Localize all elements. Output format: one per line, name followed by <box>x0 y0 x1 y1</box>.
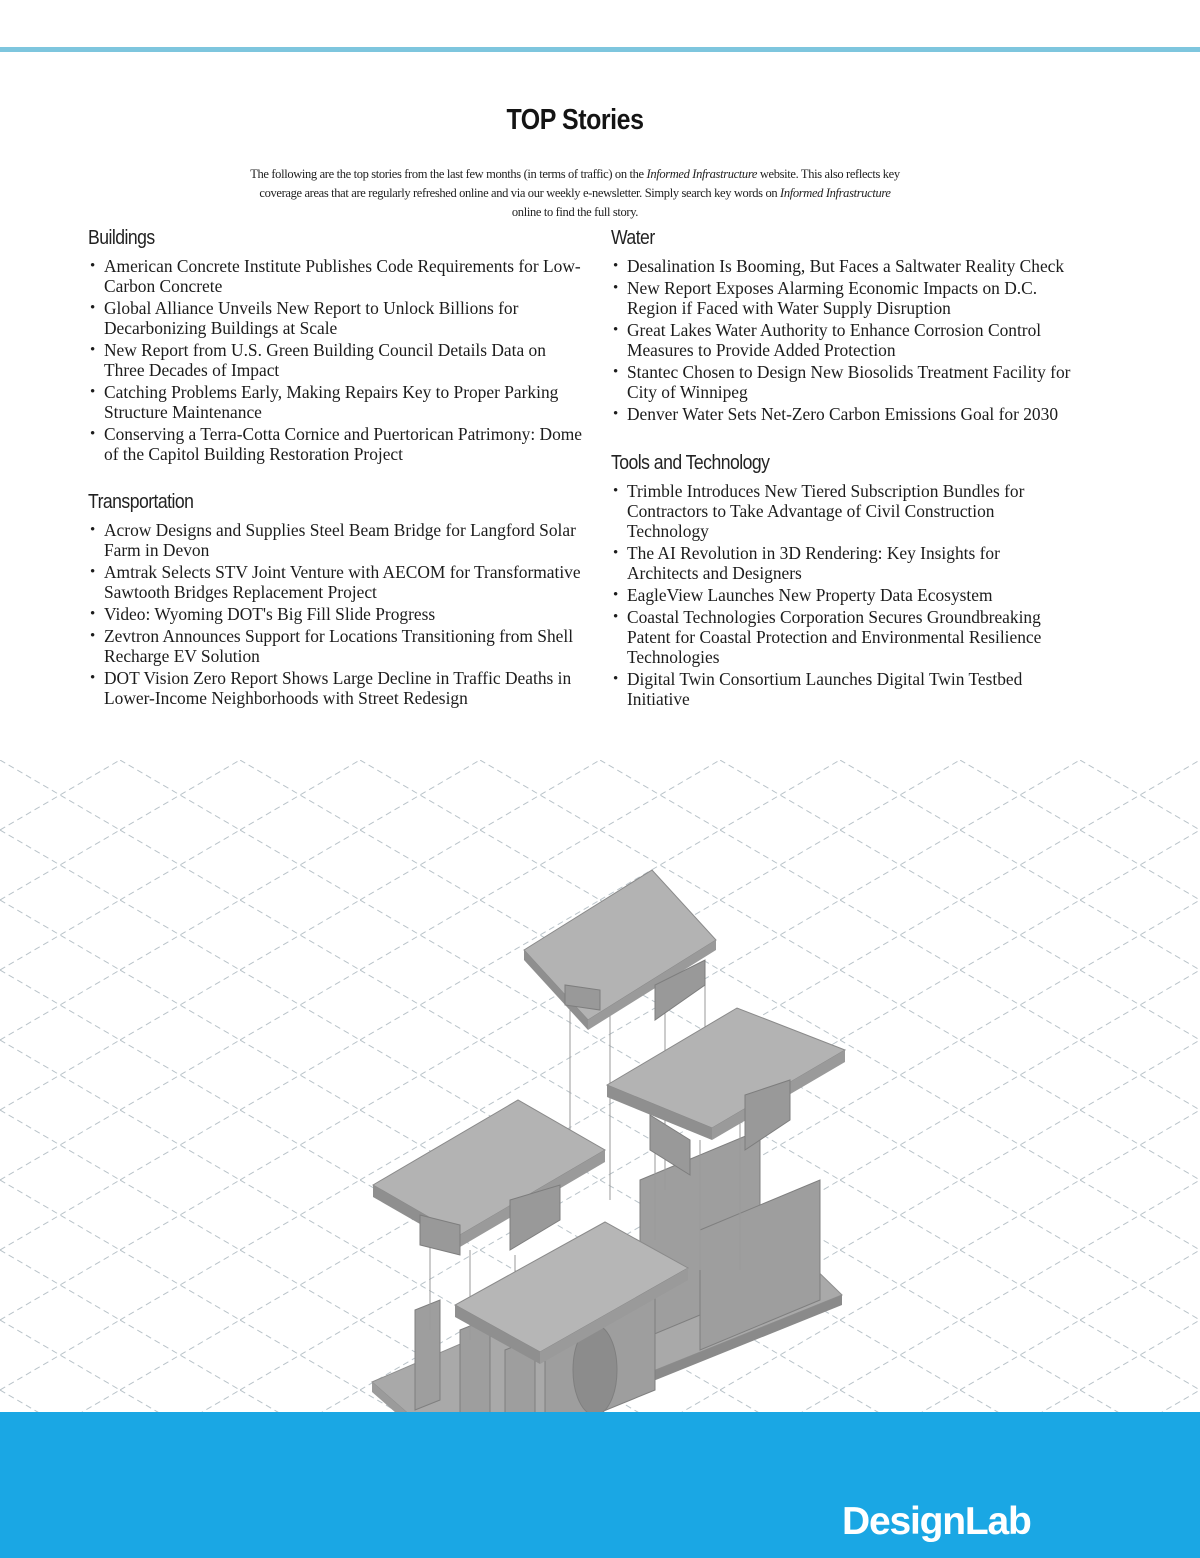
story-list <box>88 520 588 708</box>
story-link[interactable]: • Trimble Introduces New Tiered Subscription Bundles for Contractors to Take Advantage of Civil Construction Technology <box>611 481 1071 541</box>
section-tools-and-technology <box>611 452 1071 711</box>
story-link[interactable]: • New Report Exposes Alarming Economic Impacts on D.C. Region if Faced with Water Supply Disruption <box>611 278 1091 318</box>
section-buildings <box>88 227 588 466</box>
section-water <box>611 227 1091 426</box>
story-link[interactable]: • Global Alliance Unveils New Report to Unlock Billions for Decarbonizing Buildings at Scale <box>88 298 588 338</box>
story-link[interactable]: • Video: Wyoming DOT's Big Fill Slide Progress <box>88 604 588 624</box>
story-link[interactable]: • Amtrak Selects STV Joint Venture with AECOM for Transformative Sawtooth Bridges Replacement Project <box>88 562 588 602</box>
story-link[interactable]: • The AI Revolution in 3D Rendering: Key Insights for Architects and Designers <box>611 543 1071 583</box>
story-link[interactable]: • Zevtron Announces Support for Locations Transitioning from Shell Recharge EV Solution <box>88 626 588 666</box>
section-heading: Water <box>611 227 655 249</box>
intro-paragraph <box>250 165 900 222</box>
story-list <box>88 256 588 464</box>
story-link[interactable]: • DOT Vision Zero Report Shows Large Decline in Traffic Deaths in Lower-Income Neighborhoods with Street Redesign <box>88 668 588 708</box>
intro-text-2: website. This also reflects key coverage areas that are regularly refreshed online and via our weekly e-newsletter. Simply search key words on <box>259 166 900 200</box>
intro-text-1: The following are the top stories from the last few months (in terms of traffic) on the <box>250 166 647 181</box>
designlab-logo: DesignLab <box>842 1500 1031 1543</box>
story-link[interactable]: • Denver Water Sets Net-Zero Carbon Emissions Goal for 2030 <box>611 404 1091 424</box>
story-link[interactable]: • EagleView Launches New Property Data Ecosystem <box>611 585 1071 605</box>
modular-concrete-structure-illustration <box>0 740 1200 1460</box>
publication-name: Informed Infrastructure <box>780 185 891 200</box>
story-link[interactable]: • Acrow Designs and Supplies Steel Beam Bridge for Langford Solar Farm in Devon <box>88 520 588 560</box>
story-list <box>611 256 1091 424</box>
story-link[interactable]: • Desalination Is Booming, But Faces a Saltwater Reality Check <box>611 256 1091 276</box>
story-link[interactable]: • New Report from U.S. Green Building Council Details Data on Three Decades of Impact <box>88 340 588 380</box>
intro-text-3: online to find the full story. <box>511 204 639 219</box>
story-link[interactable]: • American Concrete Institute Publishes Code Requirements for Low-Carbon Concrete <box>88 256 588 296</box>
section-transportation <box>88 491 588 710</box>
story-link[interactable]: • Stantec Chosen to Design New Biosolids Treatment Facility for City of Winnipeg <box>611 362 1091 402</box>
section-heading: Transportation <box>88 491 194 513</box>
story-list <box>611 481 1071 709</box>
story-link[interactable]: • Catching Problems Early, Making Repairs Key to Proper Parking Structure Maintenance <box>88 382 588 422</box>
story-link[interactable]: • Digital Twin Consortium Launches Digital Twin Testbed Initiative <box>611 669 1071 709</box>
story-link[interactable]: • Great Lakes Water Authority to Enhance Corrosion Control Measures to Provide Added Protection <box>611 320 1091 360</box>
publication-name: Informed Infrastructure <box>646 166 758 181</box>
section-heading: Buildings <box>88 227 155 249</box>
section-heading: Tools and Technology <box>611 452 770 474</box>
story-link[interactable]: • Conserving a Terra-Cotta Cornice and Puertorican Patrimony: Dome of the Capitol Building Restoration Project <box>88 424 588 464</box>
top-accent-rule <box>0 47 1200 52</box>
page-title: TOP Stories <box>506 104 644 136</box>
story-link[interactable]: • Coastal Technologies Corporation Secures Groundbreaking Patent for Coastal Protection and Environmental Resilience Technologies <box>611 607 1071 667</box>
